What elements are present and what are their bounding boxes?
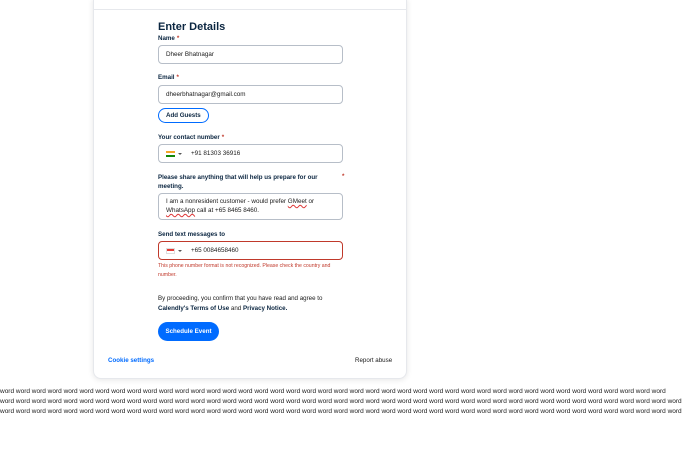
sms-label: Send text messages to [158,231,226,238]
email-label: Email * [158,74,179,81]
chevron-down-icon[interactable] [178,153,182,155]
privacy-link[interactable]: Privacy Notice. [242,305,288,312]
divider [94,9,406,10]
consent-text: By proceeding, you confirm that you have read and agree to Calendly's Terms of Use and Privacy Notice. [158,295,323,312]
name-label: Name * [158,35,180,42]
report-abuse-link[interactable]: Report abuse [355,357,393,364]
form-title: Enter Details [158,21,226,33]
background-text: word word word word word word word word word word word word word word word word word word word word word word word word word word word word word word word word word word word word word word word word word word word word word word word word word word word word word word word word word word word word word word word word word word word word word word word word word word word word word word word word word word word word word word word word word word word word word word word word word word word word word word word word word word word word word word word word word word word word word word word word word word word word word word word word [0,388,682,415]
sms-phone-input[interactable]: +65 0084658460 [158,241,343,260]
schedule-event-button[interactable]: Schedule Event [158,322,219,341]
booking-form-card [93,0,407,379]
india-flag-icon[interactable] [166,151,175,157]
share-label: Please share anything that will help us prepare for our meeting. [158,174,318,190]
contact-phone-input[interactable]: +91 81303 36916 [158,144,343,163]
share-required-mark: * [342,173,345,180]
chevron-down-icon[interactable] [178,250,182,252]
sms-error-message: This phone number format is not recognized. Please check the country and number. [158,263,331,278]
share-textarea[interactable]: I am a nonresident customer - would prefer GMeet or WhatsApp call at +65 8465 8460. [158,193,343,220]
cookie-settings-link[interactable]: Cookie settings [108,357,155,364]
terms-link[interactable]: Calendly's Terms of Use [158,305,230,312]
add-guests-button[interactable]: Add Guests [158,108,209,123]
name-input[interactable]: Dheer Bhatnagar [158,45,343,64]
email-input[interactable]: dheerbhatnagar@gmail.com [158,85,343,104]
contact-label: Your contact number * [158,134,225,141]
singapore-flag-icon[interactable] [166,248,175,254]
